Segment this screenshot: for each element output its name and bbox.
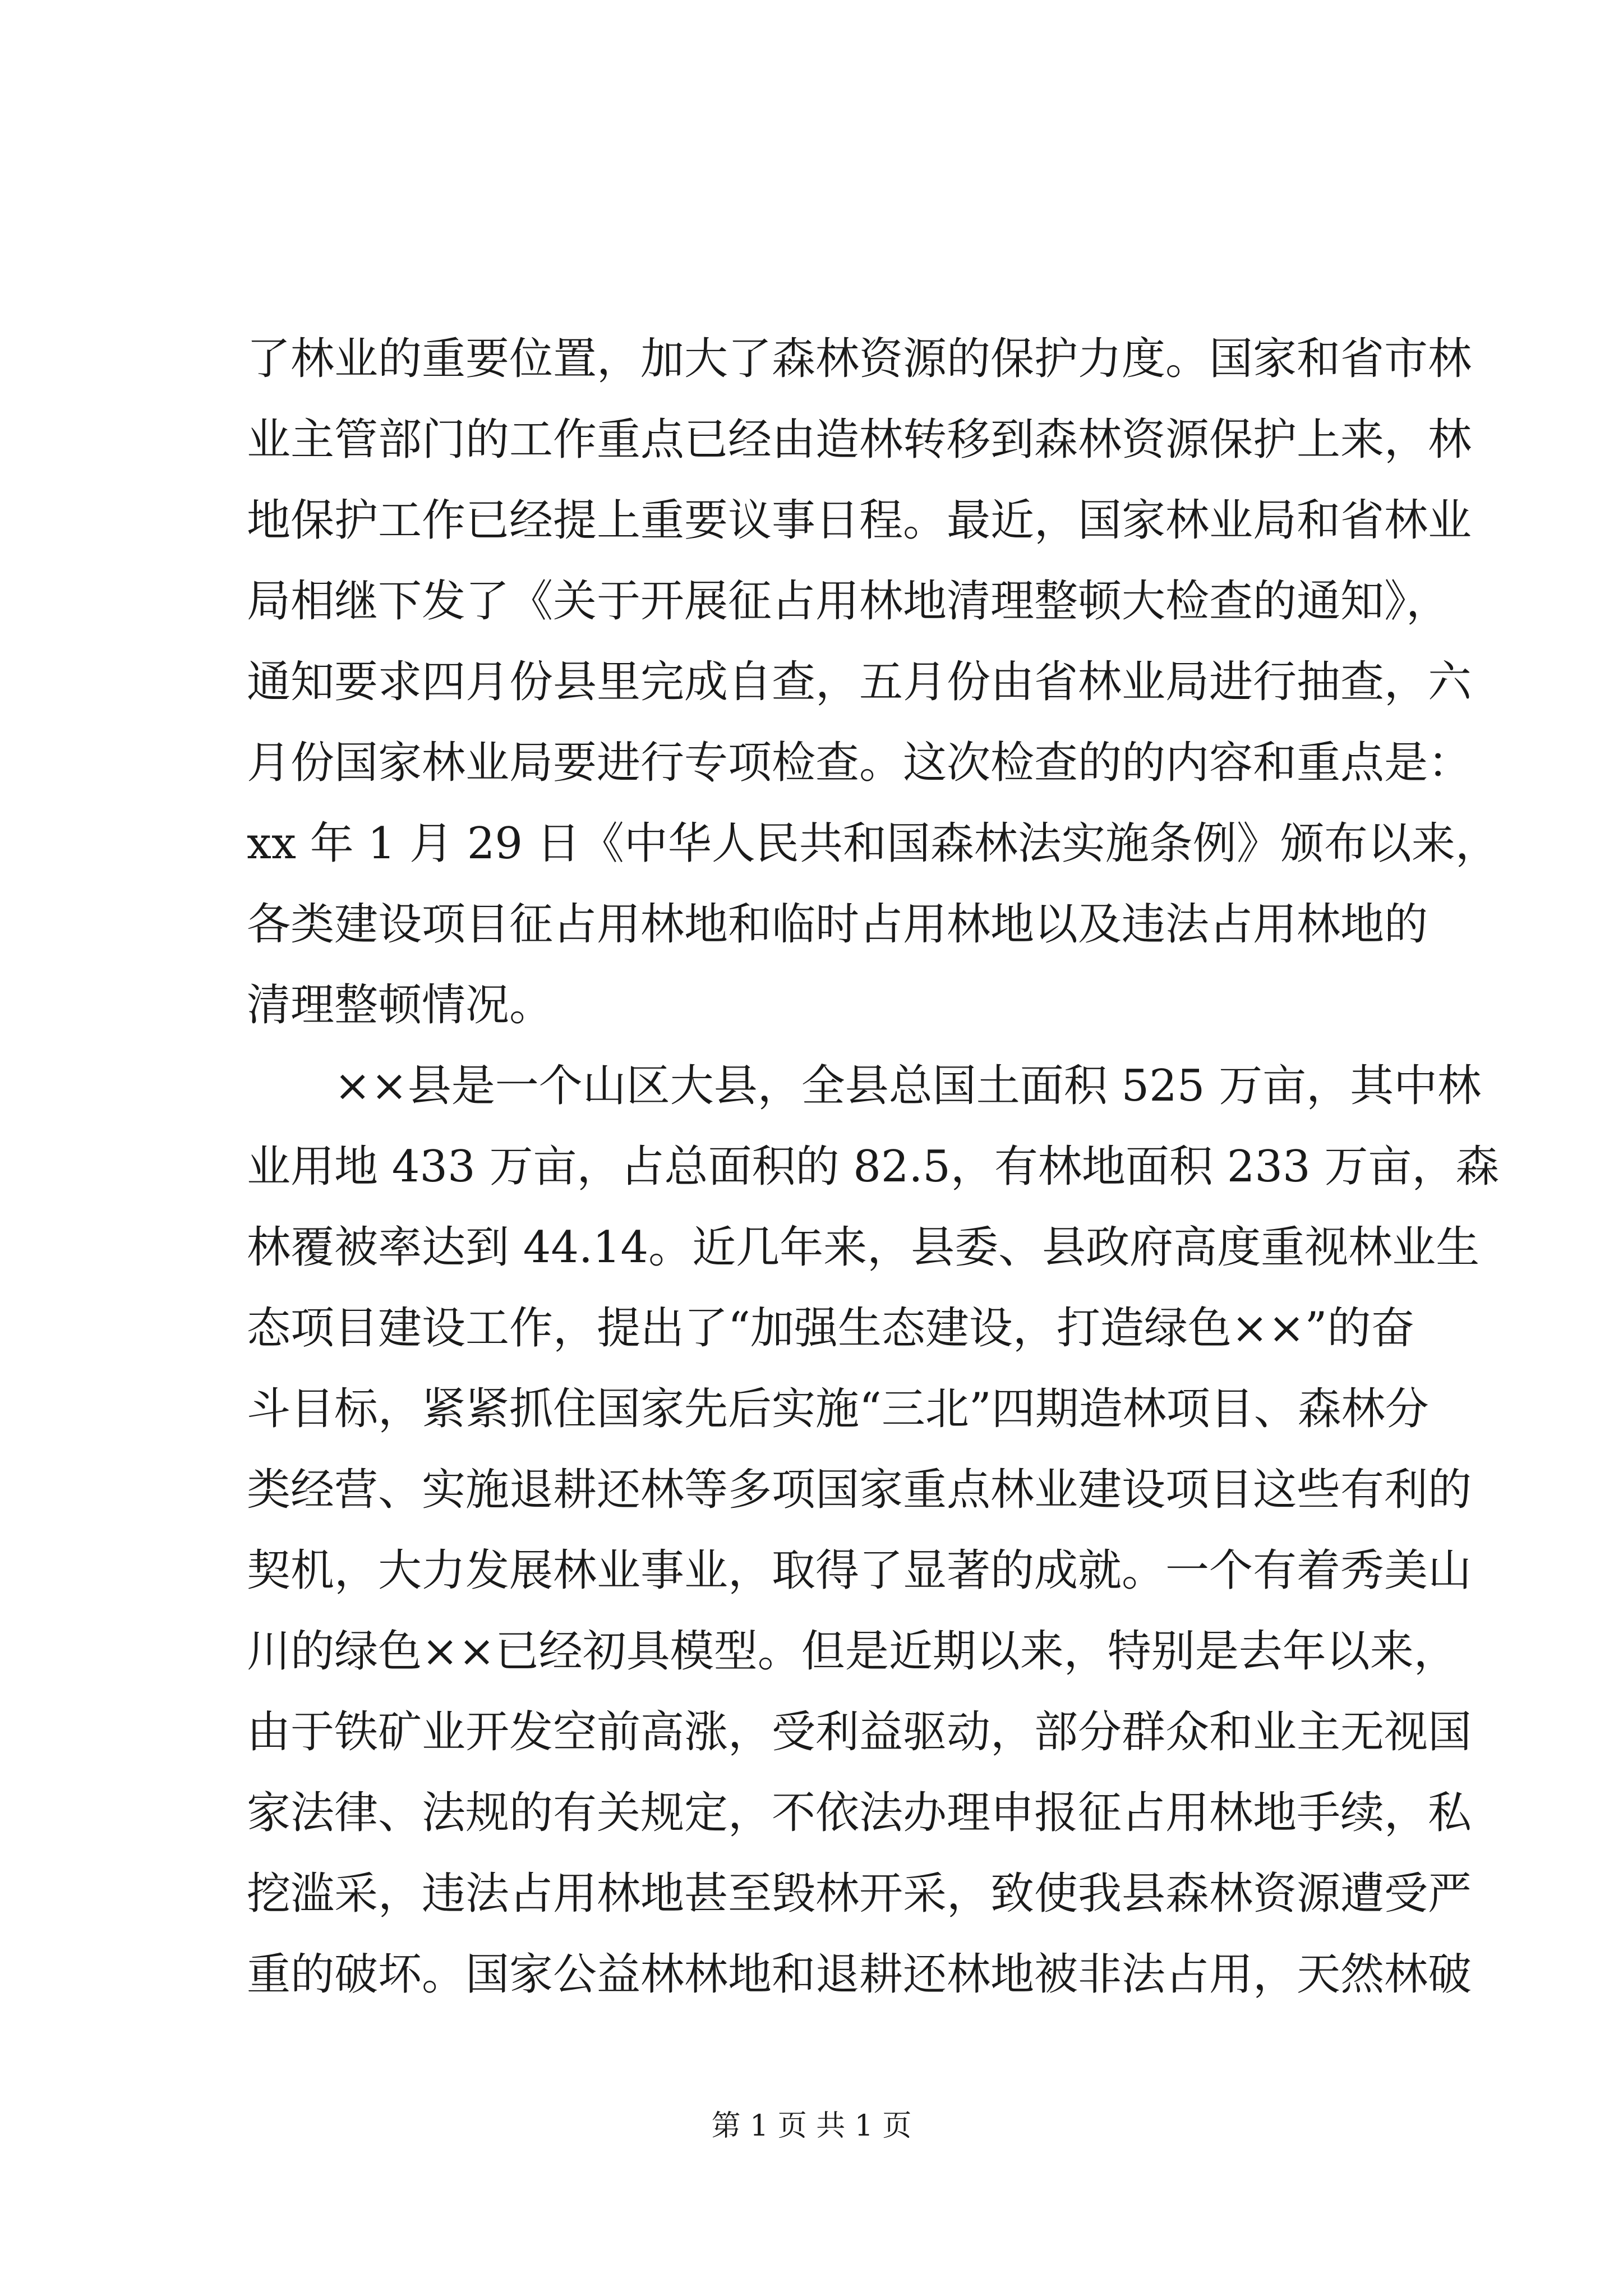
- body-line: 各类建设项目征占用林地和临时占用林地以及违法占用林地的: [247, 899, 1428, 950]
- page-footer: 第 1 页 共 1 页: [711, 2109, 912, 2143]
- body-line: 态项目建设工作，提出了“加强生态建设，打造绿色××”的奋: [247, 1303, 1415, 1354]
- body-line: 业主管部门的工作重点已经由造林转移到森林资源保护上来，林: [247, 415, 1472, 465]
- body-line: 重的破坏。国家公益林林地和退耕还林地被非法占用，天然林破: [247, 1949, 1472, 2000]
- body-line: 月份国家林业局要进行专项检查。这次检查的的内容和重点是：: [247, 738, 1472, 788]
- body-line: xx 年 1 月 29 日《中华人民共和国森林法实施条例》颁布以来，: [247, 818, 1499, 869]
- body-line: 了林业的重要位置，加大了森林资源的保护力度。国家和省市林: [247, 334, 1472, 384]
- body-line: 通知要求四月份县里完成自查，五月份由省林业局进行抽查，六: [247, 657, 1472, 707]
- body-line: 家法律、法规的有关规定，不依法办理申报征占用林地手续，私: [247, 1788, 1472, 1838]
- body-line: 斗目标，紧紧抓住国家先后实施“三北”四期造林项目、森林分: [247, 1384, 1429, 1434]
- body-line: 清理整顿情况。: [247, 980, 554, 1030]
- body-line: 挖滥采，违法占用林地甚至毁林开采，致使我县森林资源遭受严: [247, 1869, 1472, 1919]
- body-line: ××县是一个山区大县，全县总国土面积 525 万亩，其中林: [247, 1061, 1482, 1111]
- body-line: 川的绿色××已经初具模型。但是近期以来，特别是去年以来，: [247, 1626, 1458, 1677]
- body-line: 契机，大力发展林业事业，取得了显著的成就。一个有着秀美山: [247, 1545, 1472, 1596]
- body-line: 类经营、实施退耕还林等多项国家重点林业建设项目这些有利的: [247, 1465, 1472, 1515]
- body-line: 地保护工作已经提上重要议事日程。最近，国家林业局和省林业: [247, 495, 1472, 546]
- body-line: 由于铁矿业开发空前高涨，受利益驱动，部分群众和业主无视国: [247, 1707, 1472, 1757]
- body-line: 业用地 433 万亩，占总面积的 82.5，有林地面积 233 万亩，森: [247, 1142, 1500, 1192]
- body-line: 局相继下发了《关于开展征占用林地清理整顿大检查的通知》，: [247, 576, 1450, 627]
- body-line: 林覆被率达到 44.14。近几年来，县委、县政府高度重视林业生: [247, 1222, 1480, 1273]
